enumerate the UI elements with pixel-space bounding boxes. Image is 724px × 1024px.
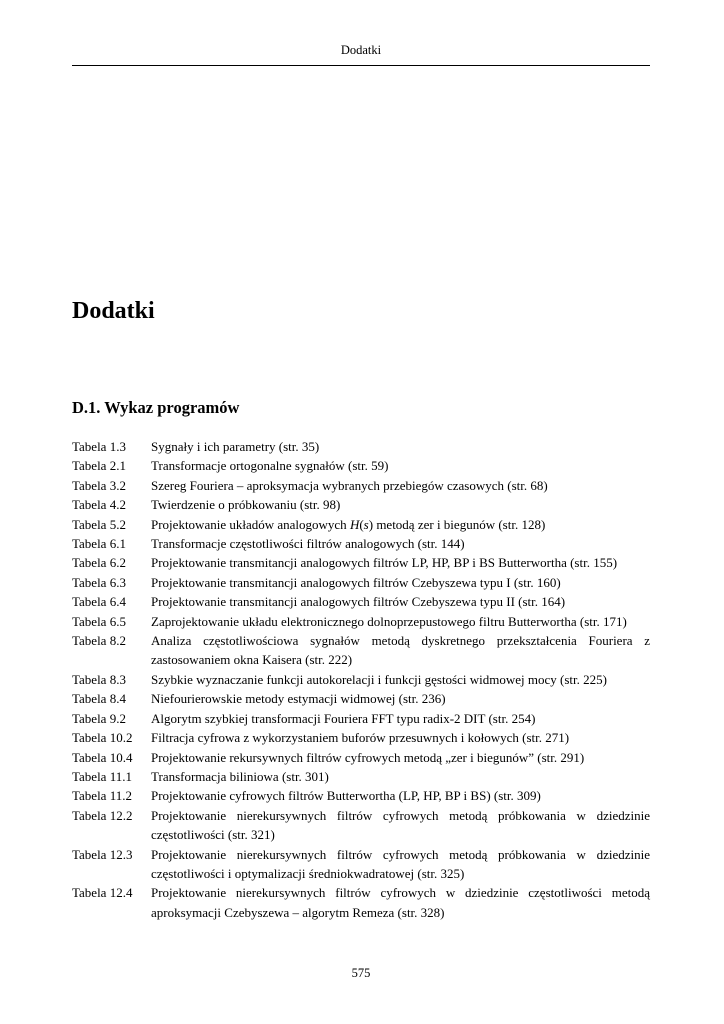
list-item (72, 748, 650, 767)
entry-description: Projektowanie transmitancji analogowych filtrów LP, HP, BP i BS Butterwortha (str. 155) (151, 555, 618, 571)
list-item (72, 806, 650, 845)
entry-description: Niefourierowskie metody estymacji widmowej (str. 236) (151, 691, 446, 707)
entry-label: Tabela 9.2 (72, 710, 126, 726)
entry-description: Projektowanie cyfrowych filtrów Butterwortha (LP, HP, BP i BS) (str. 309) (151, 788, 541, 804)
entry-description: Projektowanie nierekursywnych filtrów cyfrowych metodą próbkowania w dziedzinie częstotliwości (str. 321) (151, 807, 650, 843)
list-item (72, 631, 650, 670)
entry-description: Analiza częstotliwościowa sygnałów metodą dyskretnego przekształcenia Fouriera z zastosowaniem okna Kaisera (str. 222) (151, 633, 650, 668)
list-item (72, 476, 650, 495)
entry-label: Tabela 10.4 (72, 749, 133, 765)
entry-label: Tabela 8.2 (72, 633, 126, 649)
entry-description: Projektowanie nierekursywnych filtrów cyfrowych w dziedzinie częstotliwości metodą aproksymacji Czebyszewa – algorytm Remeza (str. 328) (151, 885, 650, 920)
list-item (72, 573, 650, 592)
entry-label: Tabela 12.3 (72, 846, 133, 862)
page-number: 575 (351, 966, 371, 980)
entry-description: Projektowanie nierekursywnych filtrów cyfrowych metodą próbkowania w dziedzinie częstotliwości i optymalizacji średniokwadratowej (str. 325) (151, 846, 650, 881)
entry-description: Projektowanie transmitancji analogowych filtrów Czebyszewa typu I (str. 160) (151, 574, 561, 590)
list-item (72, 845, 650, 884)
entry-label: Tabela 6.2 (72, 555, 126, 571)
entry-label: Tabela 6.1 (72, 536, 126, 552)
entry-description: Projektowanie układów analogowych H(s) metodą zer i biegunów (str. 128) (151, 516, 546, 532)
entry-label: Tabela 6.4 (72, 594, 126, 610)
list-item (72, 786, 650, 805)
list-item (72, 883, 650, 922)
list-item (72, 495, 650, 514)
section-title: D.1. Wykaz programów (72, 398, 240, 417)
running-head: Dodatki (340, 43, 382, 57)
entry-label: Tabela 1.3 (72, 439, 126, 454)
list-item (72, 728, 650, 747)
entry-description: Algorytm szybkiej transformacji Fouriera FFT typu radix-2 DIT (str. 254) (151, 710, 536, 726)
list-item (72, 670, 650, 689)
list-item (72, 515, 650, 534)
entry-description: Zaprojektowanie układu elektronicznego dolnoprzepustowego filtru Butterwortha (str. 171) (151, 613, 627, 629)
list-item (72, 553, 650, 572)
entry-label: Tabela 12.2 (72, 807, 133, 823)
entry-description: Twierdzenie o próbkowaniu (str. 98) (151, 497, 341, 513)
entry-description: Filtracja cyfrowa z wykorzystaniem buforów przesuwnych i kołowych (str. 271) (151, 730, 570, 746)
entry-label: Tabela 8.4 (72, 691, 126, 707)
entry-description: Sygnały i ich parametry (str. 35) (151, 439, 320, 454)
list-item (72, 767, 650, 786)
entry-description: Transformacje ortogonalne sygnałów (str. 59) (151, 458, 389, 474)
entry-description: Projektowanie transmitancji analogowych filtrów Czebyszewa typu II (str. 164) (151, 594, 566, 610)
list-item (72, 612, 650, 631)
entry-label: Tabela 11.2 (72, 788, 132, 804)
entry-description: Szybkie wyznaczanie funkcji autokorelacji i funkcji gęstości widmowej mocy (str. 225) (151, 671, 607, 687)
chapter-title: Dodatki (72, 298, 155, 324)
entry-description: Transformacje częstotliwości filtrów analogowych (str. 144) (151, 536, 465, 552)
entry-description: Szereg Fouriera – aproksymacja wybranych przebiegów czasowych (str. 68) (151, 477, 548, 493)
list-item (72, 592, 650, 611)
entry-label: Tabela 4.2 (72, 497, 126, 513)
entry-label: Tabela 6.3 (72, 574, 126, 590)
entry-label: Tabela 5.2 (72, 516, 126, 532)
entry-description: Projektowanie rekursywnych filtrów cyfrowych metodą „zer i biegunów” (str. 291) (151, 749, 585, 765)
entry-label: Tabela 2.1 (72, 458, 126, 474)
entry-label: Tabela 3.2 (72, 477, 126, 493)
list-item (72, 709, 650, 728)
list-item (72, 689, 650, 708)
entry-label: Tabela 6.5 (72, 613, 126, 629)
list-item (72, 456, 650, 475)
list-item (72, 534, 650, 553)
entry-description: Transformacja biliniowa (str. 301) (151, 768, 329, 784)
entry-label: Tabela 10.2 (72, 730, 133, 746)
list-item (72, 437, 650, 456)
entry-label: Tabela 8.3 (72, 671, 126, 687)
entry-label: Tabela 11.1 (72, 768, 132, 784)
program-list (72, 437, 650, 922)
entry-label: Tabela 12.4 (72, 885, 133, 901)
header-rule (72, 65, 650, 66)
